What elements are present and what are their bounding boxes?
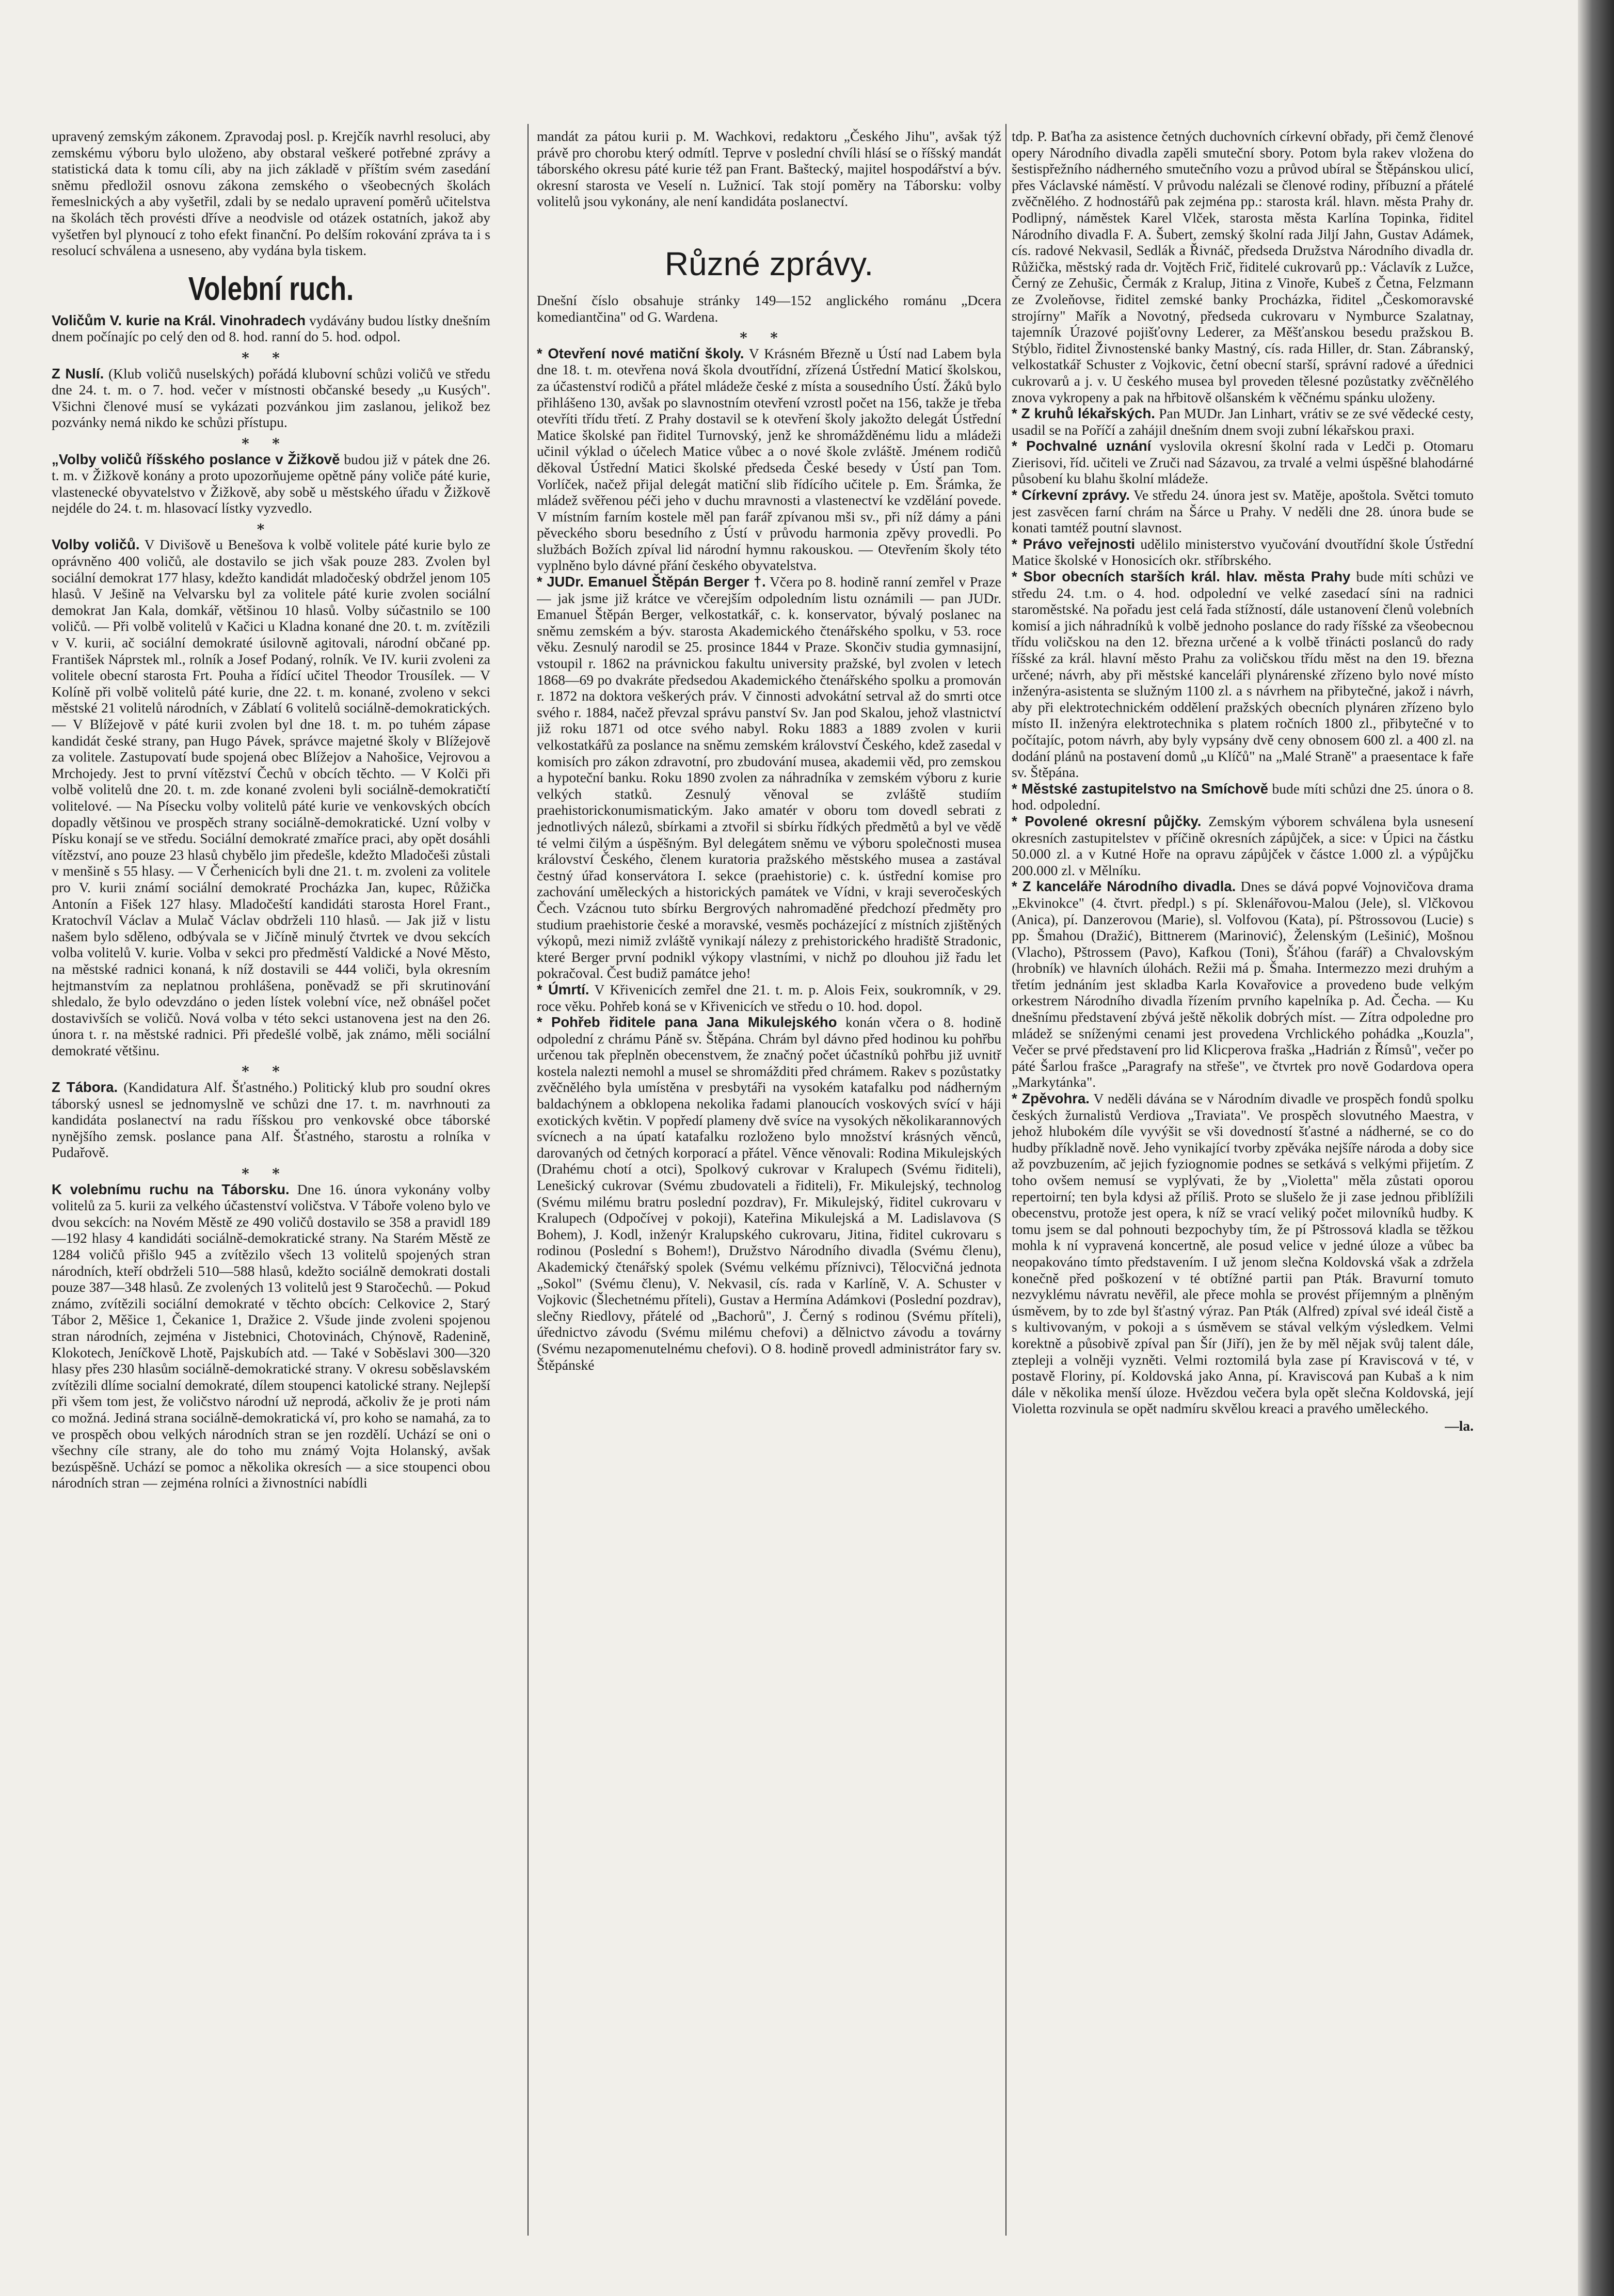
- section-heading-ruzne-zpravy: Různé zprávy.: [664, 245, 874, 282]
- item-heading: * Otevření nové matiční školy.: [537, 345, 744, 361]
- news-item: Dnešní číslo obsahuje stránky 149—152 anglického románu „Dcera komediantčina" od G. Wardena.: [537, 292, 1001, 325]
- news-item: [1012, 568, 1474, 781]
- author-signature: —la.: [1445, 1417, 1474, 1434]
- news-item: [1012, 813, 1474, 878]
- item-heading: „Volby voličů říšského poslance v Žižkově: [52, 451, 340, 467]
- news-item: [1012, 405, 1474, 438]
- item-heading: * Pochvalné uznání: [1012, 438, 1152, 454]
- item-text: Dne 16. února vykonány volby volitelů za 5. kurii za velkého účastenství voličstva. V Táboře voleno bylo ve dvou sekcích: na Novém Městě ze 490 voličů dostavilo se 358 a pravidl 189—192 hlasy 4 kandidáti sociálně-demokratické strany. Na Starém Městě ze 1284 voličů přišlo 945 a zvítězilo všech 13 volitelů spojených stran národních, kteří obdrželi 510—588 hlasů, kdežto sociálně demokrati dostali pouze 387—348 hlasů. Ze zvolených 13 volitelů jest 9 Staročechů. — Pokud známo, zvítězili sociální demokraté v těchto obcích: Celkovice 2, Starý Tábor 2, Měšice 1, Čekanice 1, Dražice 2. Všude jinde zvoleni spojenou stran národních, zejména v Jistebnici, Chotovinách, Chýnově, Radenině, Klokotech, Jeníčkově Lhotě, Pajskubích atd. — Také v Soběslavi 300—320 hlasy přes 230 hlasům sociálně-demokratické strany. V okresu soběslavském zvítězili dlíme socialní demokraté, dílem stoupenci katolické strany. Nejlepší při všem tom jest, že voličstvo národní už neprodá, ačkoliv že je proti nám co možná. Jediná strana sociálně-demokratická ví, pro koho se namahá, za to ve prospěch obou velkých národních stran se jen rozdělí. Uchází se oni o všechny cíle strany, ale do toho mu známý Vojta Holanský, avšak bezúspěšně. Uchází se pomoc a několika okresích — a sice stoupenci obou národních stran — zejména rolníci a živnostníci nabídli: [52, 1181, 490, 1491]
- column-middle: [537, 128, 1001, 2245]
- column-rule: [1005, 124, 1006, 2236]
- column-right: [1012, 128, 1474, 2245]
- item-text: (Klub voličů nuselských) pořádá klubovní schůzi voličů ve středu dne 24. t. m. o 7. hod. večer v místnosti občanské besedy „u Kusých". Všichni členové musí se vykázati pozvánkou jim zaslanou, jelikož bez pozvánky nemá nikdo ke schůzi přístupu.: [52, 365, 490, 431]
- item-heading: * Úmrtí.: [537, 981, 589, 997]
- paragraph: mandát za pátou kurii p. M. Wachkovi, redaktoru „Českého Jihu", avšak týž právě pro chorobu který odmítl. Teprve v poslední chvíli hlásí se o říšský mandát táborského okresu páté kurie též pan Frant. Baštecký, majitel hospodářství a býv. okresní starosta ve Veselí n. Lužnicí. Tak stojí poměry na Táborsku: volby volitelů jsou vykonány, ale není kandidáta poslanectví.: [537, 128, 1001, 210]
- item-text: Ve středu 24. února jest sv. Matěje, apoštola. Světci tomuto jest zasvěcen farní chrám na Šárce u Prahy. V neděli dne 28. února bude se konati tamtéž poutní slavnost.: [1012, 487, 1474, 536]
- separator-stars: ∗: [255, 518, 286, 534]
- item-text: Dnes se dává popvé Vojnovičova drama „Ekvinokce" (4. čtvrt. předpl.) s pí. Sklenářovou-Malou (Jele), sl. Vlčkovou (Anica), pí. Danzerovou (Marie), sl. Volfovou (Kata), pí. Pštrossovou (Lucie) s pp. Šmahou (Dražić), Bittnerem (Marinović), Želenským (Lešinić), Mošnou (Vlacho), Pštrossem (Pavo), Kafkou (Toni), Šťáhou (farář) a Chvalovským (hrobník) ve hlavních úlohách. Režii má p. Šmaha. Intermezzo mezi druhým a třetím jednáním jest skladba Karla Kovařovice a provedeno bude velkým orkestrem Národního divadla řízením prvního kapelníka p. Ad. Čecha. — Ku dnešnímu představení zbývá ještě několik dobrých míst. — Zítra odpoledne pro mládež se sníženými cenami jest provedena Vrchlického pohádka „Kouzla", Večer se prvé představení pro lid Klicperova fraška „Hadrián z Římsů", večer po páté Šarlou frašce „Paragrafy na střeše", ve čtvrtek pro nově Godardova opera „Markytánka".: [1012, 878, 1474, 1090]
- item-text: V Křivenicích zemřel dne 21. t. m. p. Alois Feix, soukromník, v 29. roce věku. Pohřeb koná se v Křivenicích ve středu o 10. hod. dopol.: [537, 981, 1001, 1014]
- news-item: [52, 312, 490, 345]
- item-heading: * Právo veřejnosti: [1012, 535, 1136, 552]
- news-item: [1012, 487, 1474, 536]
- item-text: budou již v pátek dne 26. t. m. v Žižkově konány a proto upozorňujeme opětně pány voliče páté kurie, vlastenecké obyvatelstvo v Žižkově, aby sobě u městského úřadu v Žižkově nejdéle do 24. t. m. hlasovací lístky vyzvedlo.: [52, 451, 490, 516]
- item-heading: Voličům V. kurie na Král. Vinohradech: [52, 312, 306, 328]
- item-text: V Krásném Březně u Ústí nad Labem byla dne 18. t. m. otevřena nová škola dvoutřídní, zřízená Ústřední Maticí školskou, za účastenství rodičů a přátel mládeže české z místa a sousedního Ústí. Žáků bylo přihlášeno 130, avšak po slavnostním otevření vzrostl počet na 156, takže je třeba otevříti třídu třetí. Z Prahy dostavil se k otevření školy jakožto delegát Ústřední Matice školské pan řiditel Turnovský, jenž ke shromážděnému lidu a mládeži učinil výklad o účelech Matice vůbec a o nové škole zvláště. Jménem rodičů děkoval Ústřední Matici školské předseda České besedy v Ústí pan Tom. Vorlíček, načež přijal delegát matiční slib řídícího učitele p. Em. Šrámka, že mládež svěřenou péči jeho v duchu mravnosti a vlastenectví ke vzdělání povede. V místním farním kostele měl pan farář zpívanou mši sv., při níž dámy a páni pěveckého sboru besedního z Ústí v průvodu harmonia zpěvy provedli. Po službách Božích zpíval lid národní hymnu rakouskou. — Otevřením školy této vyplněno bylo dávné přání českého obyvatelstva.: [537, 345, 1001, 574]
- column-rule: [528, 124, 529, 2236]
- item-heading: * Povolené okresní půjčky.: [1012, 813, 1202, 829]
- item-heading: * Církevní zprávy.: [1012, 487, 1130, 503]
- news-item: [537, 574, 1001, 981]
- news-item: [1012, 781, 1474, 813]
- item-heading: * JUDr. Emanuel Štěpán Berger †.: [537, 574, 766, 590]
- news-item: [52, 366, 490, 431]
- item-heading: * Pohřeb řiditele pana Jana Mikulejského: [537, 1014, 837, 1031]
- item-text: V neděli dávána se v Národním divadle ve prospěch fondů spolku českých žurnalistů Verdiova „Traviata". Ve prospěch slovutného Maestra, v jehož hlubokém díle vyvýšit se vši dovedností šťastné a nádherné, se co do hudby příkladně nově. Jeho vynikající tvorby zpěváka nejšíře národa a doby sice až povzbuzením, ač jejich fyziognomie podnes se setkává s velkými přijetím. Z toho ovšem nemusí se vyplývati, že by „Violetta" měla zůstati oporou repertoirní; ten byla kdysi až příliš. Proto se slušelo že ji zase jednou přiblížili obecenstvu, protože jest opera, k níž se vrací veliký počet milovníků hudby. K tomu jsem se dal pohnouti bezpochyby tím, že pí Pštrossová kladla se těžkou mohla k ní vypravená koncertně, ale posud velice v jedné úloze a vůbec ba neopakováno tímto představením. I už jenom slečna Koldovská však a zdržela konečně před poškození v té obtížné partii pan Pták. Bravurní tomuto nezvyklému návratu nevěřil, ale přece mohla se provést příjemným a plněným úsměvem, by to zde byl šťastný výraz. Pan Pták (Alfred) zpíval své ideál čistě a s kultivovaným, v pokoji a s úsměvem se stával velkým výsledkem. Velmi korektně a působivě zpíval pan Šír (Jiří), jen že by měl nějak svůj talent dále, ztepleji a volněji vyzněti. Velmi roztomilá byla zase pí Kraviscová v té, v postavě Floriny, pí. Koldovská jako Anna, pí. Kraviscová pan Kubaš a k nim dále v několika menší úloze. Hvězdou večera byla opět slečna Koldovská, její Violetta rozvinula se opět nadmíru skvělou kreaci a pravého uměleckého.: [1012, 1090, 1474, 1417]
- column-left: [52, 128, 490, 2245]
- item-text: Zemským výborem schválena byla usnesení okresních zastupitelstev v příčině okresních zápůjček, a sice: v Úpici na částku 50.000 zl. a v Kutné Hoře na opravu zápůjček v částce 1.000 zl. a výpůjčku 200.000 zl. v Mělníku.: [1012, 813, 1474, 878]
- item-heading: * Městské zastupitelstvo na Smíchově: [1012, 780, 1269, 797]
- item-text: konán včera o 8. hodině odpolední z chrámu Páně sv. Štěpána. Chrám byl dávno před hodinou ku pohřbu určenou tak přeplněn obecenstvem, že značný počet účastníků pohřbu již uvnitř kostela nalezti nemohl a musel se shromážditi před chrámem. Rakev s pozůstatky zvěčnělého byla umístěna v presbytáři na vysokém katafalku pod nádherným baldachýnem a obklopena nekolika řadami planoucích voskových svící v háji exotických květin. V popředí plameny dvě svíce na vysokých několikarannových svícnech a na úpatí katafalku rozloženo bylo množství krásných věnců, darovaných od četných korporací a přátel. Věnce věnovali: Rodina Mikulejských (Drahému chotí a otci), Spolkový cukrovar v Kralupech (Svému řiditeli), Lenešický cukrovar (Svému zbudovateli a řiditeli), Fr. Mikulejský, technolog (Svému milému bratru poslední pozdrav), Fr. Mikulejský, řiditel cukrovaru v Kralupech (Odpočívej v pokoji), Kateřina Mikulejská a M. Ladislavova (S Bohem), J. Kodl, inženýr Kralupského cukrovaru, Jitina, řiditel cukrovaru s rodinou (Poslední s Bohem!), Družstvo Národního divadla (Svému členu), Akademický čtenářský spolek (Svému velkému příznivci), Tělocvičná jednota „Sokol" (Svému členu), V. Nekvasil, cís. rada v Karlíně, V. A. Schuster v Vojkovic (Šlechetnému příteli), Gustav a Hermína Adámkovi (Poslední pozdrav), slečny Riedlovy, přátelé od „Bachorů", J. Černý s rodinou (Svému příteli), úřednictvo závodu (Svému milému chefovi) a dělnictvo závodu a továrny (Svému nezapomenutelnému chefovi). O 8. hodině provedl administrátor fary sv. Štěpánské: [537, 1014, 1001, 1373]
- news-item: [52, 1181, 490, 1491]
- item-heading: * Z kanceláře Národního divadla.: [1012, 878, 1236, 895]
- scan-page-edge: [1578, 0, 1614, 2296]
- news-item: [52, 1079, 490, 1161]
- news-item: [1012, 536, 1474, 568]
- item-text: udělilo ministerstvo vyučování dvoutřídní škole Ústřední Matice školské v Honosicích okr. stříbrského.: [1012, 535, 1474, 568]
- item-text: V Divišově u Benešova k volbě volitele páté kurie bylo ze oprávněno 400 voličů, ale dostavilo se jich však pouze 283. Zvolen byl sociální demokrat 177 hlasy, kdežto kandidát mladočeský obdržel jenom 105 hlasů. V Ješině na Velvarsku byl za volitele páté kurie zvolen sociální demokrat Jan Kala, domkář, většinou 10 hlasů. Volby súčastnilo se 100 voličů. — Při volbě volitelů v Kačici u Kladna konané dne 20. t. m. zvítězili v V. kurii, ač sociální demokraté úsilovně agitovali, národní občané pp. František Náprstek ml., rolník a Josef Podaný, rolník. Ve IV. kurii zvoleni za volitele obecní starosta Frt. Pouha a řídící učitel Theodor Trousílek. — V Kolíně při volbě volitelů páté kurie, dne 22. t. m. konané, zvoleno v sekci městské 21 volitelů národních, v Záblatí 6 volitelů sociálně-demokratických. — V Blížejově v páté kurii zvolen byl dne 18. t. m. po tuhém zápase kandidát české strany, pan Hugo Pávek, správce majetné školy v Blížejově za volitele. Zastupovatí bude spojená obec Blížejov a Nahošice, Vejrovou a Mrchojedy. Jest to první vítězství Čechů v obcích těchto. — V Kolči při volbě volitelů dne 20. t. m. zde konané zvoleni byli sociálně-demokratičtí volitelové. — Na Písecku volby volitelů páté kurie ve venkovských obcích dopadly většinou ve prospěch strany sociálně-demokratické. Uzní volby v Písku konají se ve středu. Sociální demokraté zmaříce praci, aby opět dosáhli vítězství, ano pouze 23 hlasů chybělo jim předešle, kdežto Mladočeši zůstali v menšině s 55 hlasy. — V Čerhenicích byli dne 21. t. m. zvoleni za volitele pro V. kurii známí sociální demokraté Procházka Jan, kupec, Růžička Antonín a Fišek 127 hlasy. Mladočeští kandidáti starosta Horel Frant., Kratochvíl Václav a Mulač Václav obdrželi 110 hlasů. — Jak již v listu našem bylo sděleno, odbývala se v Jičíně minulý čtvrtek ve dvou sekcích volba volitelů V. kurie. Volba v sekci pro předměstí Valdické a Nové Město, na městské radnici konaná, k níž dostavili se 444 voliči, byla okresním hejtmanstvím za neplatnou prohlášena, poněvadž se při skrutinování shledalo, že bylo odevzdáno o jeden lístek volební více, než obnášel počet dostavivších se voličů. Nová volba v této sekci ustanovena jest na den 26. února t. r. na městské radnici. Při předešlé volbě, jak známo, měli sociální demokraté většinu.: [52, 536, 490, 1058]
- item-heading: * Sbor obecních starších král. hlav. města Prahy: [1012, 568, 1351, 585]
- paragraph: upravený zemským zákonem. Zpravodaj posl. p. Krejčík navrhl resoluci, aby zemskému výboru bylo uloženo, aby obstaral veškeré potřebné zprávy a statistická data k tomu cíli, aby na jich základě v příštím svém zasedání sněmu předložil osnovu zákona zemského o všeobecných školách řemeslnických a aby vyšetřil, zdali by se nedalo upravení poměrů učitelstva na školách těch provésti dříve a neodvisle od otázek ostatních, jakož aby vyšetřen byl plynoucí z toho efekt finanční. Po delším rokování zpráva ta i s resolucí schválena a usneseno, aby vydána byla tiskem.: [52, 128, 490, 259]
- news-item: [1012, 438, 1474, 487]
- item-text: vydávány budou lístky dnešním dnem počínajíc po celý den od 8. hod. ranní do 5. hod. odpol.: [52, 312, 490, 345]
- item-heading: K volebnímu ruchu na Táborsku.: [52, 1181, 290, 1197]
- news-item: [537, 1014, 1001, 1373]
- separator-stars: ∗∗: [240, 346, 301, 363]
- item-text: Pan MUDr. Jan Linhart, vrátiv se ze své vědecké cesty, usadil se na Poříčí a zahájil dnešním dnem svoji zubní lékařskou praxi.: [1012, 405, 1474, 438]
- section-heading-volebni-ruch: Volební ruch.: [188, 270, 354, 307]
- item-text: bude míti schůzi dne 25. února o 8. hod. odpolední.: [1012, 780, 1474, 813]
- item-heading: * Zpěvohra.: [1012, 1090, 1090, 1107]
- item-heading: Z Nuslí.: [52, 365, 104, 382]
- item-heading: Z Tábora.: [52, 1079, 118, 1096]
- news-item: [52, 451, 490, 516]
- news-item: [1012, 1090, 1474, 1417]
- item-text: Včera po 8. hodině ranní zemřel v Praze — jak jsme již krátce ve včerejším odpoledním listu oznámili — pan JUDr. Emanuel Štěpán Berger, velkostatkář, c. k. konservator, bývalý poslanec na sněmu zemském a býv. starosta Akademického čtenářského spolku, v 53. roce věku. Zesnulý narodil se 25. prosince 1844 v Praze. Skončiv studia gymnasijní, vstoupil r. 1862 na právnickou fakultu university pražské, byl zvolen v letech 1868—69 po dvakráte předsedou Akademického čtenářského spolku a promován r. 1872 na doktora veškerých práv. V činnosti advokátní setrval až do smrti otce svého r. 1884, načež převzal správu panství Sv. Jan pod Skalou, jehož vlastnictví již roku 1871 od otce svého nabyl. Roku 1883 a 1889 zvolen v kurii velkostatkářů za poslance na sněmu zemském království Českého, kdež zasedal v komisích pro zákon zdravotní, pro zbudování musea, akademii věd, pro zemskou a hypoteční banku. Roku 1890 zvolen za náhradníka v zemském výboru z kurie velkých statků. Zesnulý věnoval se zvláště studiím praehistorickonumismatickým. Jako amatér v oboru tom dovedl sebrati z jednotlivých nálezů, sbírkami a ztvořil si sbírku řídkých předmětů a byl ve vědě té velmi čilým a úspěšným. Byl delegátem sněmu ve výboru společnosti musea království Českého, členem kuratoria pražského městského musea a zastával čestný úřad konservátora I. sekce (praehistorie) c. k. ústřední komise pro zachování uměleckých a historických památek ve Vídni, v kraji severočeských Čech. Vzácnou tuto sbírku Bergrových nahromaděné předchozí předměty pro studium praehistorie české a moravské, vesměs pocházející z místních zjištěných výkopů, mezi nimiž zvláště vynikají nálezy z prehistorického hradiště Stradonic, které Berger první podnikl výkopy vlastními, v nichž po dlouhou již řadu let pokračoval. Čest budiž památce jeho!: [537, 574, 1001, 981]
- item-heading: Volby voličů.: [52, 536, 140, 553]
- news-item: [537, 981, 1001, 1014]
- separator-stars: ∗∗: [738, 327, 800, 343]
- news-item: [537, 345, 1001, 574]
- paragraph: tdp. P. Baťha za asistence četných duchovních církevní obřady, při čemž členové opery Národního divadla zapěli smuteční sbory. Potom byla rakev vložena do šestispřežního nádherného smutečního vozu a průvod ubíral se Štěpánskou ulicí, přes Václavské náměstí. V průvodu nalézali se členové rodiny, příbuzní a přátelé zvěčnělého. Z hodnostářů pak zejména pp.: starosta král. hlavn. města Prahy dr. Podlipný, náměstek Karel Vlček, starosta města Karlína Topinka, řiditel Národního divadla F. A. Šubert, zemský školní rada Jiljí Jahn, Gustav Adámek, cís. radové Nekvasil, Sedlák a Řivnáč, předseda Družstva Národního divadla dr. Růžička, městský rada dr. Vojtěch Frič, řiditelé cukrovarů pp.: Václavík z Lužce, Černý ze Zehušic, Čermák z Kralup, Jitina z Vinoře, Kubeš z Četna, Felzmann ze Zvoleňovse, řiditel zemské banky Procházka, řiditel „Českomoravské strojírny" Mařík a Novotný, předseda cukrovaru v Nymburce Szalatnay, tajemník Úrazové pojišťovny Lederer, za Měšťanskou besedu pražskou B. Stýblo, řiditel Živnostenské banky Mastný, cís. rada Hiller, dr. Stan. Zábranský, velkostatkář Schuster z Vojkovic, četní obecní starší, správní radové a úřednici cukrovarů a j. v. U českého musea byl proveden tělesné pozůstatky zvěčnělého znova vykropeny a pak na hřbitově olšanském k věčnému spánku uloženy.: [1012, 128, 1474, 405]
- separator-stars: ∗∗: [240, 1060, 301, 1077]
- item-text: vyslovila okresní školní rada v Ledči p. Otomaru Zierisovi, říd. učiteli ve Zruči nad Sázavou, za trvalé a velmi úspěšné blahodárné působení ku blahu školní mládeže.: [1012, 438, 1474, 487]
- separator-stars: ∗∗: [240, 432, 301, 449]
- item-text: bude míti schůzi ve středu 24. t.m. o 4. hod. odpolední ve velké zasedací síni na radnici staroměstské. Na pořadu jest celá řada stížností, dále ustanovení členů volebních komisí a jich náhradníků k volbě jednoho poslance do rady říšské za všeobecnou třídu voličskou na den 12. března určené a k volbě třinácti poslanců do rady říšské za král. hlavní město Prahu za voličskou třídu měst na den 19. března určené; návrh, aby při městské kanceláři plynárenské zřízeno bylo nové místo inženýra-asistenta se služným 1100 zl. a s návrhem na přibytečné, jakož i návrh, aby při elektrotechnickém oddělení pražských obecních plynáren zřízeno bylo místo II. inženýra elektrotechnika s platem ročních 1800 zl., přibytečné v to počítajíc, potom návrh, aby byly vypsány dvě ceny obnosem 600 zl. a 400 zl. na dodání plánů na postavení domů „u Klíčů" na „Malé Straně" a praesentace k faře sv. Štěpána.: [1012, 568, 1474, 781]
- news-item: [52, 536, 490, 1058]
- separator-stars: ∗∗: [240, 1163, 301, 1179]
- news-item: [1012, 878, 1474, 1090]
- item-text: (Kandidatura Alf. Šťastného.) Politický klub pro soudní okres táborský usnesl se jednomyslně ve schůzi dne 17. t. m. navrhnouti za kandidáta poslanectví na radu říšskou pro venkovské obce táborské nynějšího zemsk. poslance pana Alf. Šťastného, starostu a rolníka v Pudařově.: [52, 1079, 490, 1161]
- item-heading: * Z kruhů lékařských.: [1012, 405, 1155, 422]
